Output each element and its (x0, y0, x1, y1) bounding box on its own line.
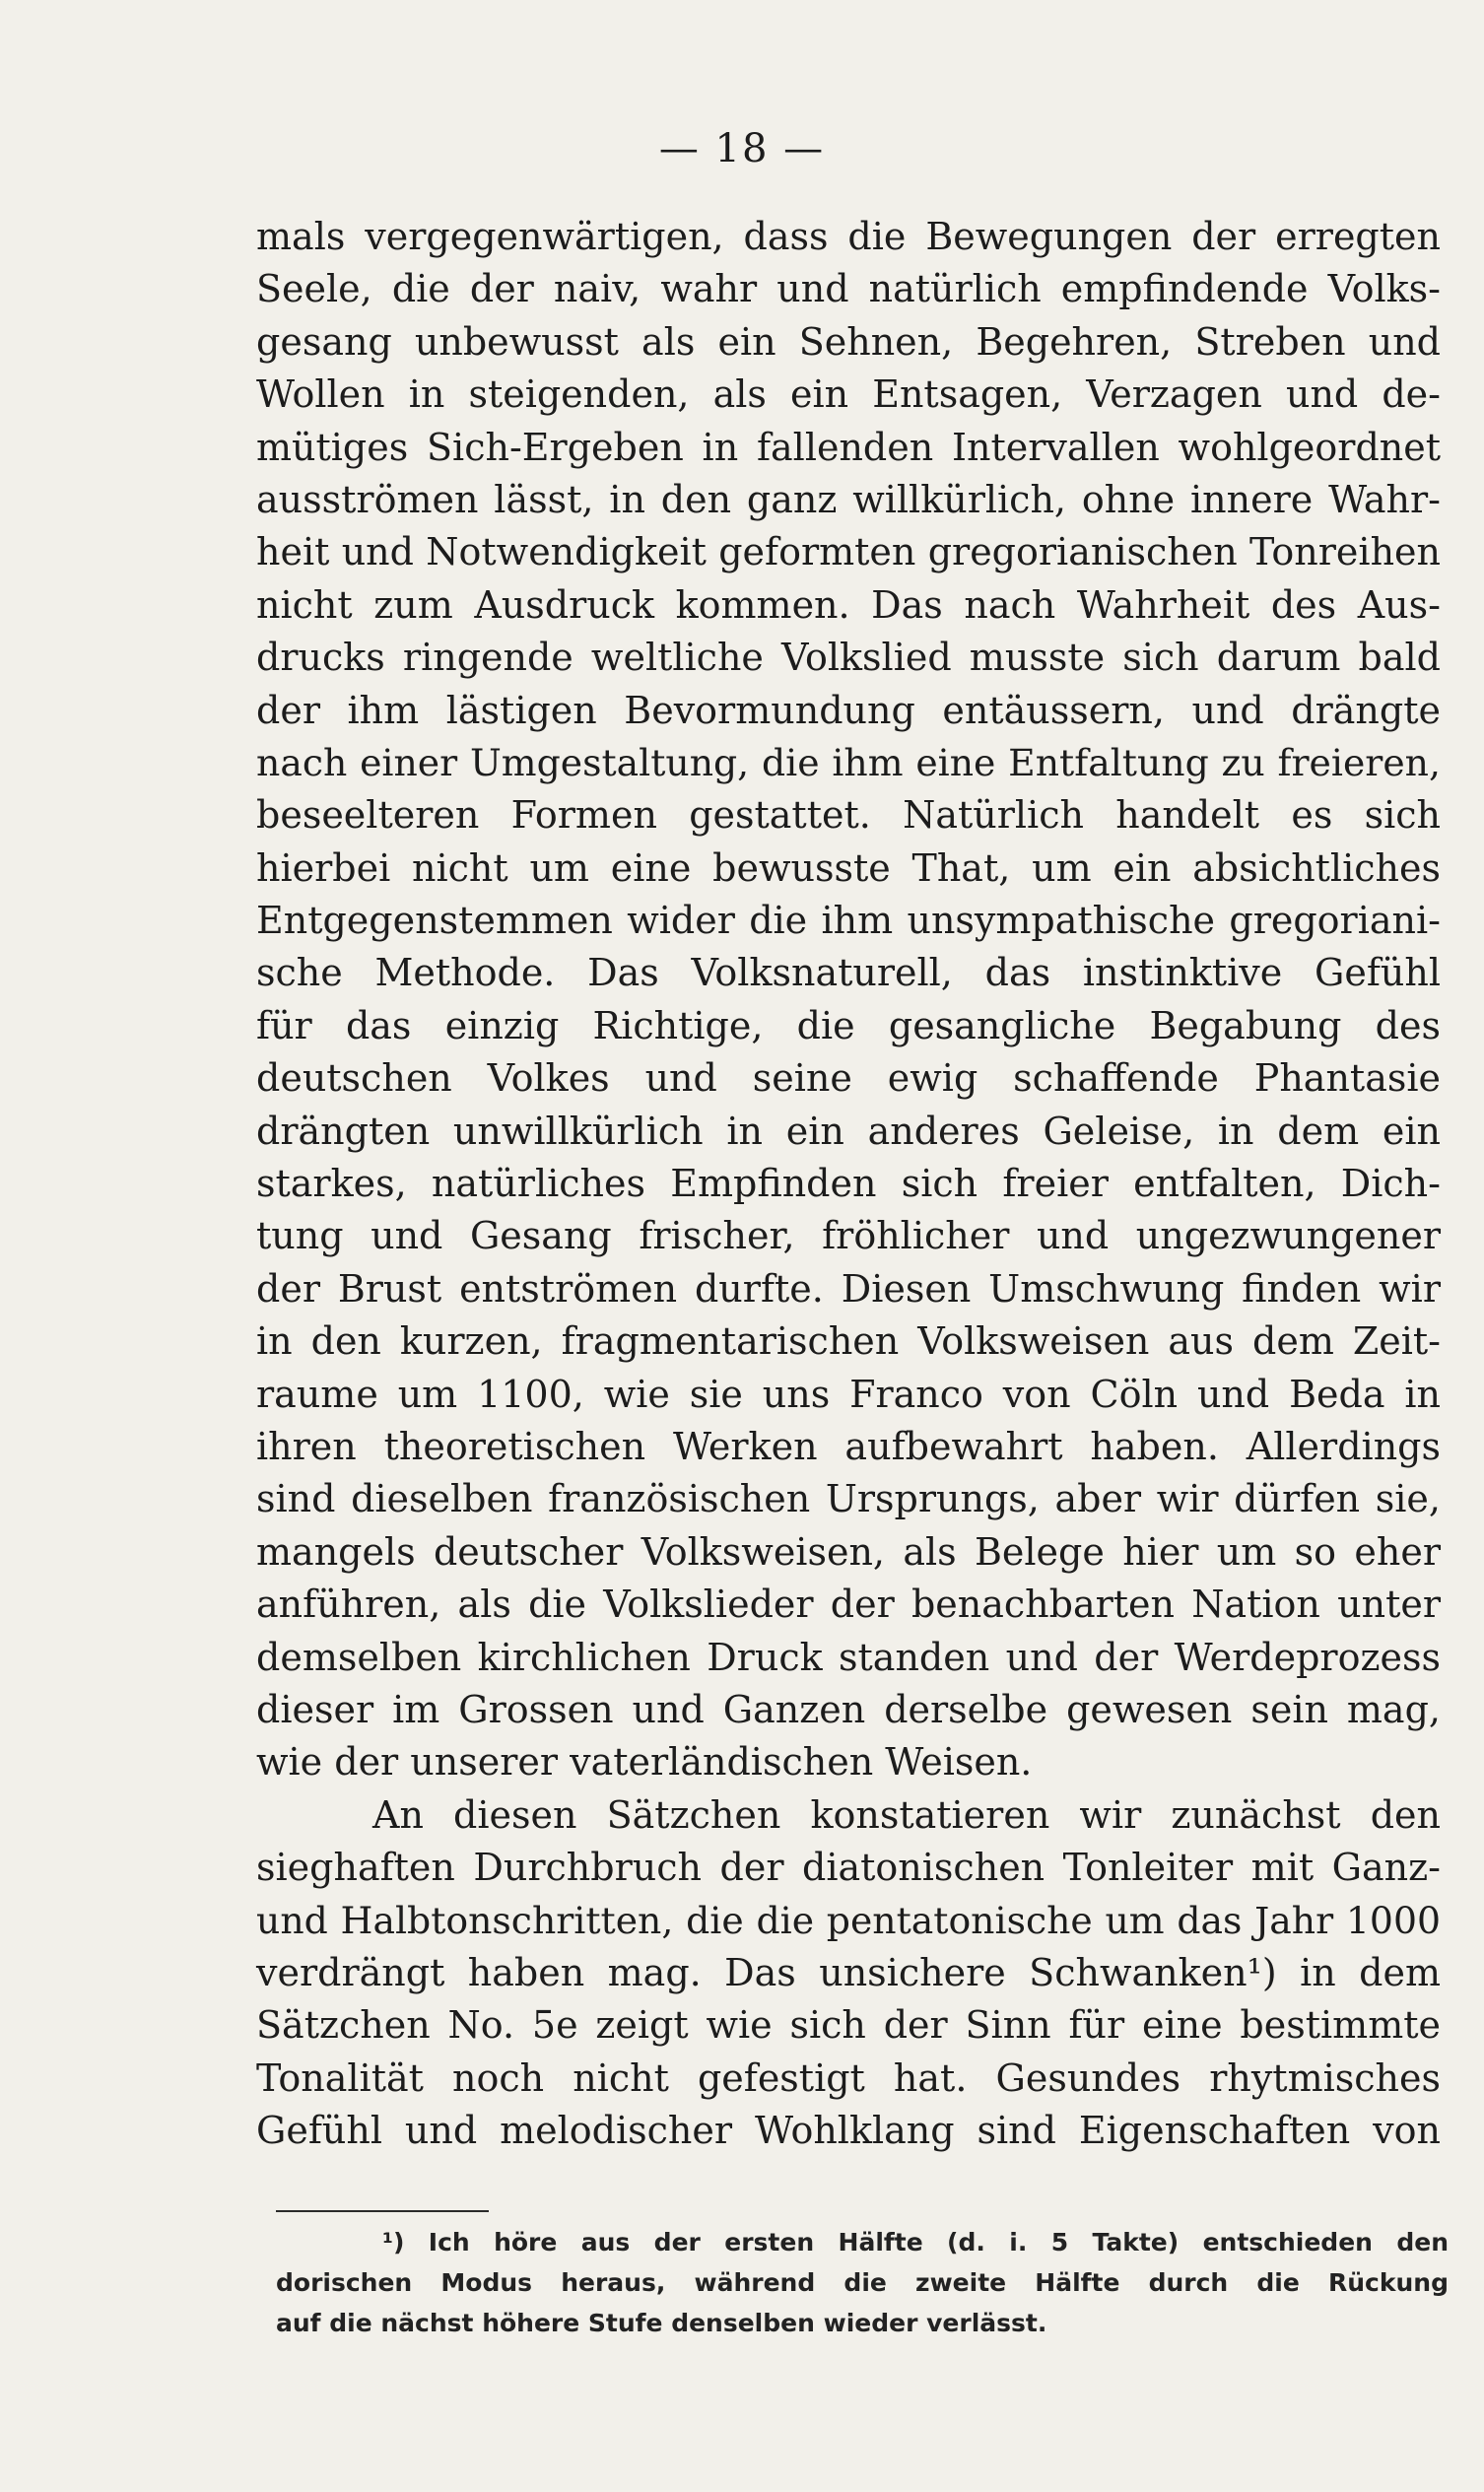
text-line: anführen, als die Volkslieder der benachbarten Nation unter (256, 1583, 1441, 1627)
text-line: drängten unwillkürlich in ein anderes Geleise, in dem ein (256, 1109, 1441, 1153)
text-line: Entgegenstemmen wider die ihm unsympathische gregoriani- (256, 899, 1441, 943)
text-line: verdrängt haben mag. Das unsichere Schwanken¹) in dem (256, 1950, 1441, 1994)
text-line: dieser im Grossen und Ganzen derselbe gewesen sein mag, (256, 1687, 1441, 1731)
page-number: — 18 — (658, 126, 826, 171)
footnote-line: dorischen Modus heraus, während die zweite Hälfte durch die Rückung (276, 2268, 1449, 2297)
text-line: wie der unserer vaterländischen Weisen. (256, 1740, 1033, 1785)
text-line: drucks ringende weltliche Volkslied musste sich darum bald (256, 636, 1441, 680)
text-line: raume um 1100, wie sie uns Franco von Cöln und Beda in (256, 1372, 1441, 1416)
text-line: sind dieselben französischen Ursprungs, aber wir dürfen sie, (256, 1477, 1441, 1521)
text-line: der ihm lästigen Bevormundung entäussern, und drängte (256, 688, 1441, 732)
text-line: der Brust entströmen durfte. Diesen Umschwung finden wir (256, 1266, 1441, 1311)
footnote-divider (276, 2210, 489, 2212)
text-line: für das einzig Richtige, die gesangliche Begabung des (256, 1003, 1441, 1047)
text-line: mangels deutscher Volksweisen, als Belege hier um so eher (256, 1529, 1441, 1574)
body-text (256, 211, 1441, 2157)
text-line: mütiges Sich-Ergeben in fallenden Intervallen wohlgeordnet (256, 425, 1441, 469)
text-line: ausströmen lässt, in den ganz willkürlich, ohne innere Wahr- (256, 477, 1441, 521)
text-line: tung und Gesang frischer, fröhlicher und ungezwungener (256, 1214, 1441, 1258)
text-line: in den kurzen, fragmentarischen Volksweisen aus dem Zeit- (256, 1319, 1441, 1364)
footnotes (276, 2222, 1449, 2343)
text-line: Sätzchen No. 5e zeigt wie sich der Sinn für eine bestimmte (256, 2003, 1441, 2048)
text-line: deutschen Volkes und seine ewig schaffende Phantasie (256, 1056, 1441, 1101)
text-line: Wollen in steigenden, als ein Entsagen, Verzagen und de- (256, 372, 1441, 417)
text-line: Seele, die der naiv, wahr und natürlich empfindende Volks- (256, 267, 1441, 311)
text-line: starkes, natürliches Empfinden sich freier entfalten, Dich- (256, 1162, 1441, 1206)
text-line: Tonalität noch nicht gefestigt hat. Gesundes rhytmisches (256, 2055, 1441, 2100)
text-line: beseelteren Formen gestattet. Natürlich handelt es sich (256, 793, 1441, 838)
footnote-line: auf die nächst höhere Stufe denselben wieder verlässt. (276, 2309, 1047, 2337)
text-line: demselben kirchlichen Druck standen und der Werdeprozess (256, 1635, 1441, 1679)
text-line: mals vergegenwärtigen, dass die Bewegungen der erregten (256, 215, 1441, 258)
text-line: heit und Notwendigkeit geformten gregorianischen Tonreihen (256, 530, 1441, 574)
text-line: nicht zum Ausdruck kommen. Das nach Wahrheit des Aus- (256, 582, 1441, 627)
text-line: sche Methode. Das Volksnaturell, das instinktive Gefühl (256, 951, 1441, 995)
footnote-line: ¹) Ich höre aus der ersten Hälfte (d. i. 5 Takte) entschieden den (382, 2228, 1449, 2256)
text-line: sieghaften Durchbruch der diatonischen Tonleiter mit Ganz- (256, 1846, 1441, 1890)
text-line: hierbei nicht um eine bewusste That, um ein absichtliches (256, 845, 1441, 890)
text-line: nach einer Umgestaltung, die ihm eine Entfaltung zu freieren, (256, 740, 1441, 784)
text-line: An diesen Sätzchen konstatieren wir zunächst den (372, 1792, 1441, 1837)
text-line: gesang unbewusst als ein Sehnen, Begehren, Streben und (256, 319, 1441, 364)
text-line: und Halbtonschritten, die die pentatonische um das Jahr 1000 (256, 1898, 1441, 1942)
text-line: Gefühl und melodischer Wohlklang sind Eigenschaften von (256, 2109, 1441, 2153)
text-line: ihren theoretischen Werken aufbewahrt haben. Allerdings (256, 1424, 1441, 1468)
